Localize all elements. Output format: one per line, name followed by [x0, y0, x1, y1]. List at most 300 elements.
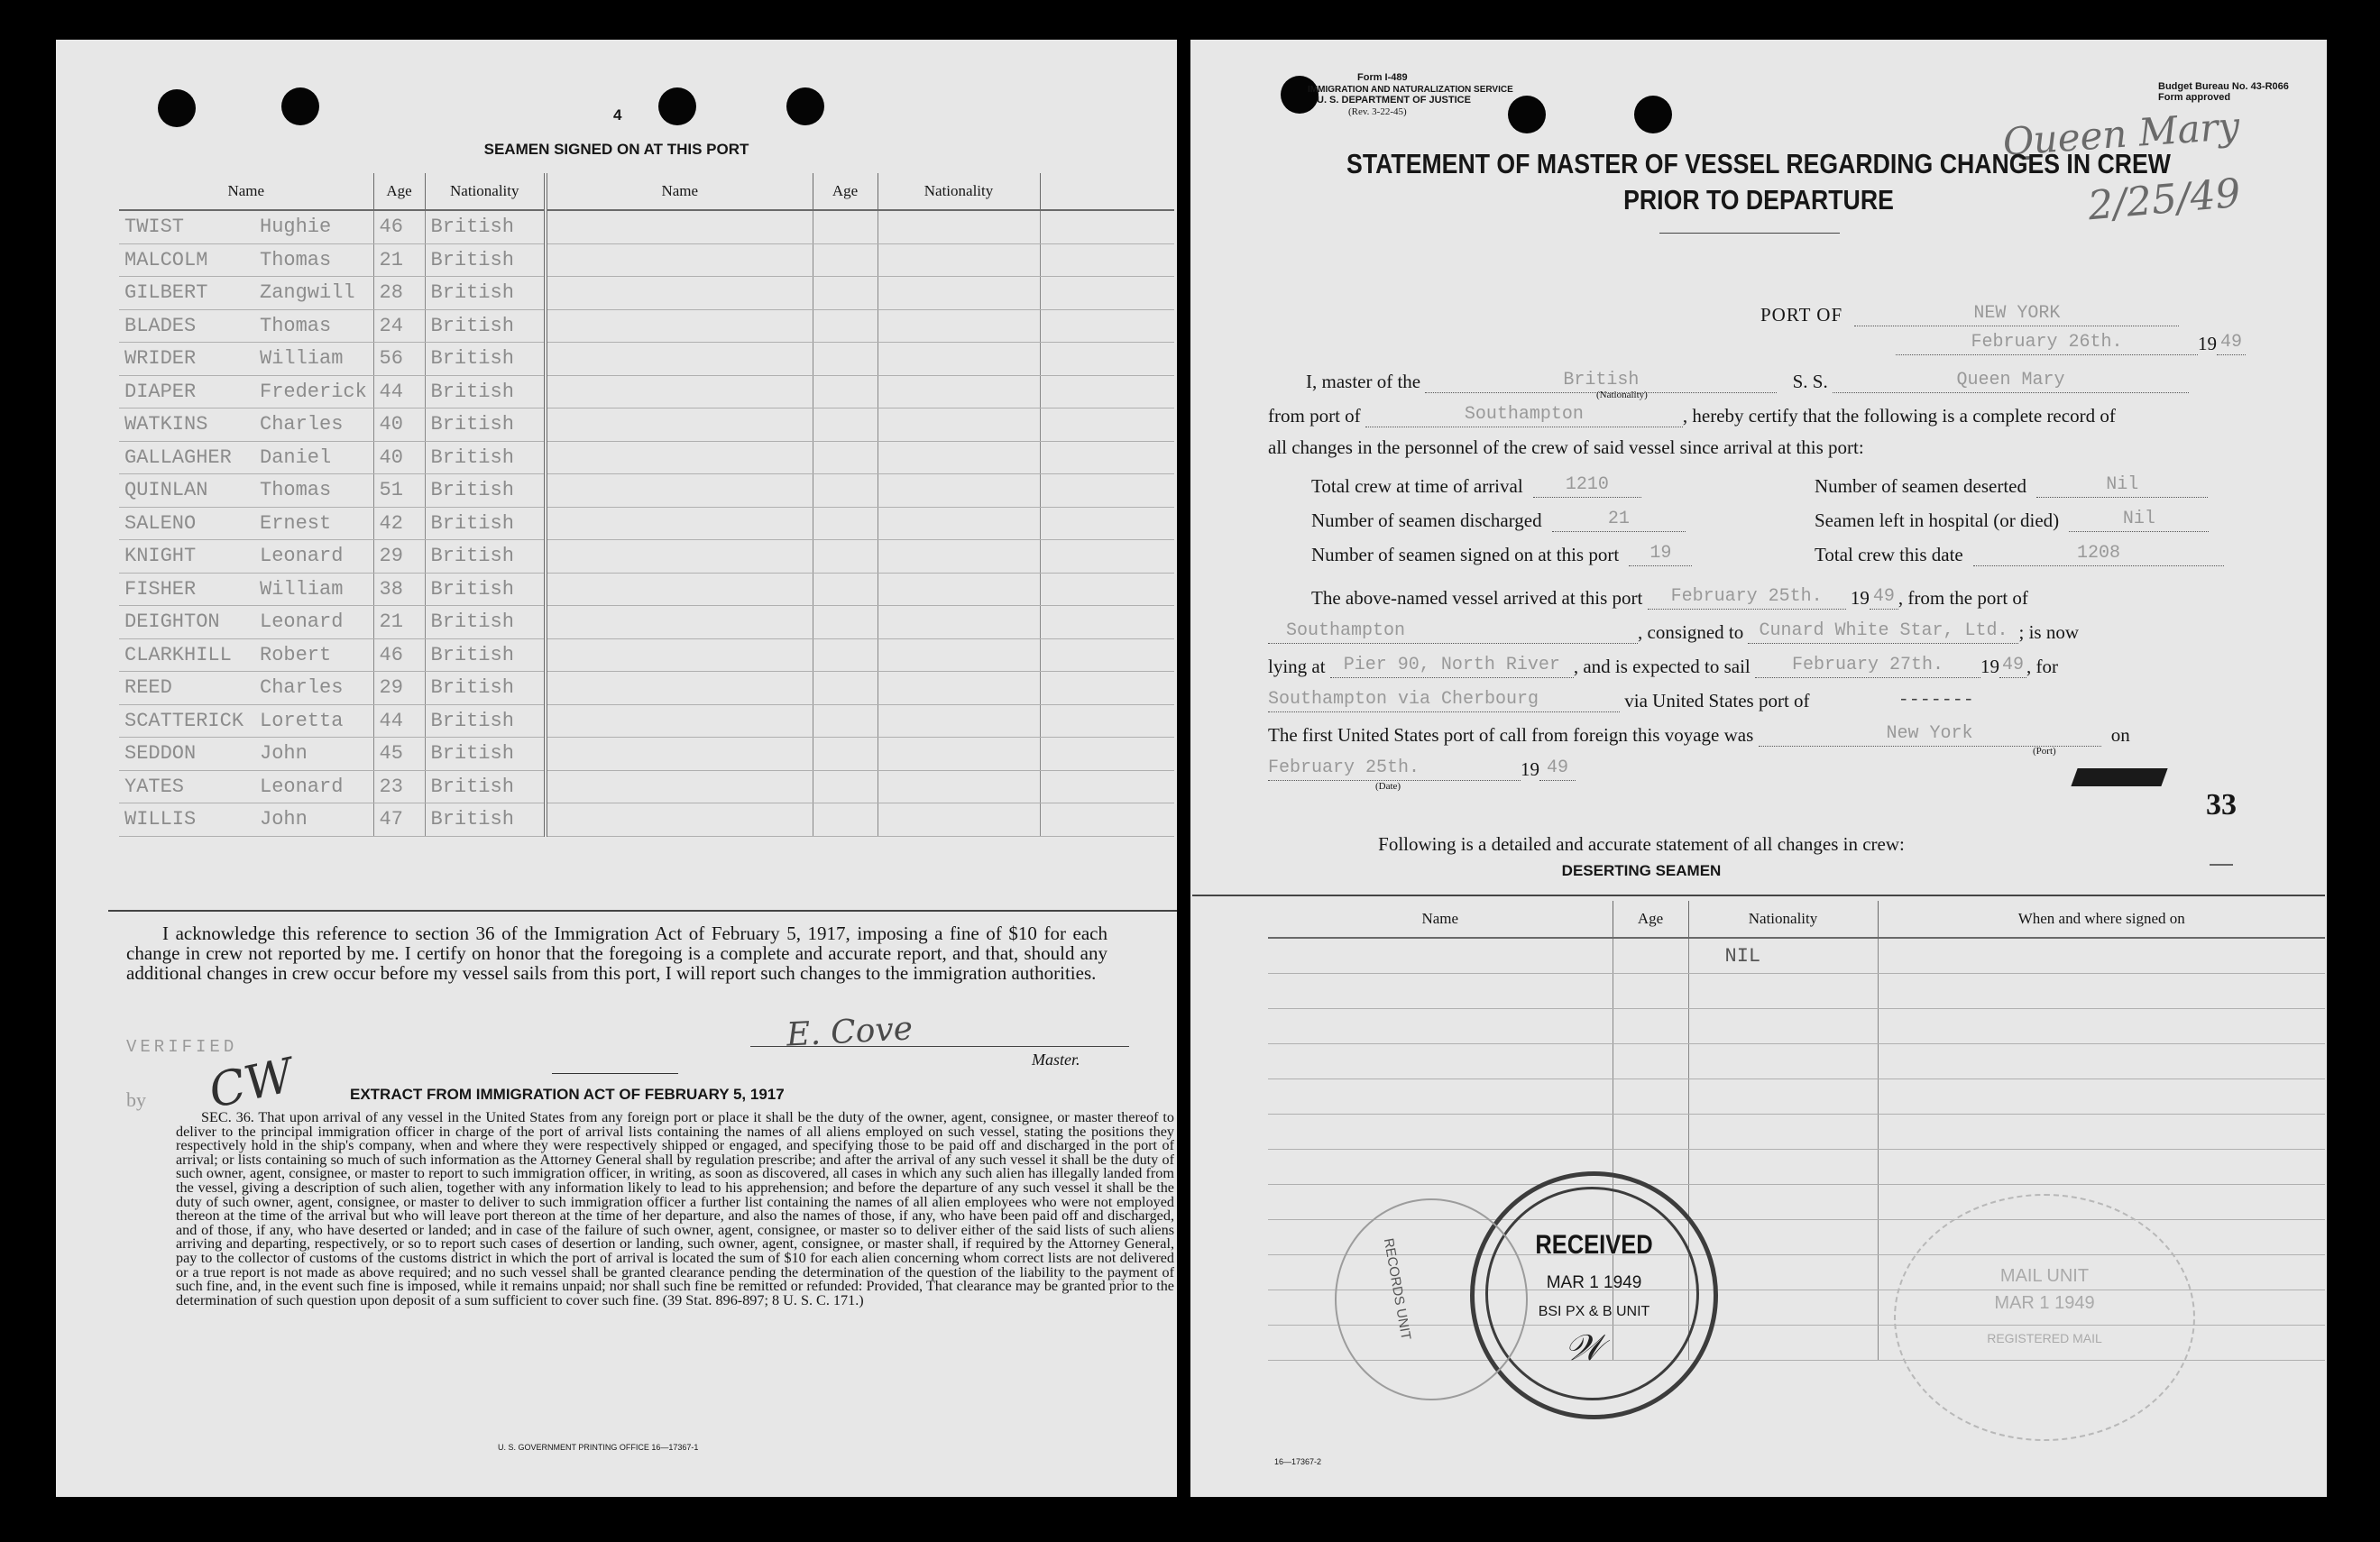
total-crew-this-date-field: 1208 — [1973, 541, 2224, 566]
extract-title: EXTRACT FROM IMMIGRATION ACT OF FEBRUARY 5, 1917 — [350, 1086, 785, 1103]
crew-age-cell: 46 — [373, 638, 425, 672]
crew-nationality-cell — [878, 408, 1040, 442]
total-crew-arrival-field: 1210 — [1533, 473, 1641, 498]
crew-name-cell — [119, 408, 373, 442]
table-row — [119, 210, 1174, 243]
deserter-age-cell — [1613, 1115, 1688, 1150]
stamp-date: MAR 1 1949 — [1546, 1273, 1642, 1292]
crew-age-cell: 21 — [373, 243, 425, 277]
deserter-nationality-cell — [1688, 1326, 1878, 1361]
crew-age-cell — [813, 474, 878, 508]
blank-cell — [1040, 441, 1174, 474]
crew-age-cell: 51 — [373, 474, 425, 508]
year-prefix: 19 — [1521, 758, 1539, 780]
crew-name-cell — [119, 309, 373, 343]
deserter-nationality-cell: NIL — [1688, 938, 1878, 974]
revision-date: (Rev. 3-22-45) — [1348, 106, 1407, 117]
mail-unit-line: MAIL UNIT — [1999, 1266, 2090, 1286]
column-header: Nationality — [425, 173, 546, 210]
crew-name-cell — [546, 738, 813, 771]
crew-nationality-cell — [878, 441, 1040, 474]
deserter-nationality-cell — [1688, 1009, 1878, 1044]
statement-year-field: 49 — [2217, 330, 2246, 355]
blank-cell — [1040, 243, 1174, 277]
crew-age-cell — [813, 803, 878, 837]
batch-number: 33 — [2206, 788, 2237, 821]
consigned-label: , consigned to — [1638, 621, 1744, 643]
sail-date-field: February 27th. — [1755, 653, 1980, 678]
seamen-signed-on-table — [119, 173, 1174, 837]
sail-year-field: 49 — [1999, 653, 2026, 678]
crew-given-name: John — [260, 808, 308, 831]
deserter-name-cell — [1268, 1115, 1613, 1150]
crew-given-name: Leonard — [260, 775, 344, 798]
table-row — [1268, 1079, 2325, 1115]
column-header: Name — [546, 173, 813, 210]
port-caption: (Port) — [2033, 746, 2056, 757]
crew-nationality-cell — [878, 704, 1040, 738]
crew-age-cell: 45 — [373, 738, 425, 771]
column-header: When and where signed on — [1878, 901, 2325, 938]
crew-age-cell — [813, 210, 878, 243]
table-row — [119, 474, 1174, 508]
port-label: PORT OF — [1760, 304, 1843, 326]
page-number: 4 — [613, 106, 622, 124]
stat-label: Seamen left in hospital (or died) — [1815, 509, 2060, 531]
table-row — [119, 309, 1174, 343]
crew-name-cell — [119, 441, 373, 474]
crew-given-name: William — [260, 347, 344, 371]
blank-cell — [1040, 507, 1174, 540]
crew-name-cell — [546, 770, 813, 803]
crew-age-cell — [813, 408, 878, 442]
blank-cell — [1040, 210, 1174, 243]
punch-hole — [1634, 96, 1672, 133]
inspector-initials: CW — [204, 1048, 299, 1120]
agency-line: IMMIGRATION AND NATURALIZATION SERVICE — [1308, 85, 1513, 95]
crew-name-cell — [546, 243, 813, 277]
stat-label: Number of seamen discharged — [1311, 509, 1542, 531]
table-row — [119, 408, 1174, 442]
crew-name-cell — [546, 540, 813, 574]
crew-surname: FISHER — [124, 577, 197, 601]
crew-age-cell: 24 — [373, 309, 425, 343]
crew-nationality-cell — [878, 638, 1040, 672]
deserter-nationality-cell — [1688, 1220, 1878, 1255]
crew-nationality-cell: British — [425, 408, 546, 442]
table-row — [119, 770, 1174, 803]
crew-name-cell — [546, 638, 813, 672]
crew-surname: WILLIS — [124, 808, 197, 831]
right-page — [1190, 40, 2327, 1497]
crew-name-cell — [546, 277, 813, 310]
title-rule — [1659, 233, 1840, 234]
column-header: Nationality — [878, 173, 1040, 210]
left-page — [56, 40, 1177, 1497]
from-port-label: from port of — [1268, 405, 1361, 427]
destination-field: Southampton via Cherbourg — [1268, 687, 1620, 712]
crew-name-cell — [119, 738, 373, 771]
crew-nationality-cell — [878, 474, 1040, 508]
crew-surname: DEIGHTON — [124, 610, 220, 634]
crew-age-cell — [813, 672, 878, 705]
crew-name-cell — [546, 309, 813, 343]
crew-nationality-cell — [878, 243, 1040, 277]
punch-hole — [281, 87, 319, 125]
crew-nationality-cell: British — [425, 441, 546, 474]
blank-cell — [1040, 704, 1174, 738]
crew-age-cell: 29 — [373, 672, 425, 705]
on-label: on — [2110, 724, 2130, 746]
crew-surname: GALLAGHER — [124, 445, 232, 469]
form-subtitle: PRIOR TO DEPARTURE — [1623, 184, 1894, 216]
crew-surname: BLADES — [124, 314, 197, 337]
table-row — [1268, 974, 2325, 1009]
deserter-signed-on-cell — [1878, 1044, 2325, 1079]
table-row — [119, 343, 1174, 376]
handwritten-ship-name: Queen Mary — [2000, 103, 2241, 165]
year-prefix: 19 — [2198, 333, 2217, 354]
crew-name-cell — [119, 704, 373, 738]
crew-surname: DIAPER — [124, 380, 197, 403]
port-field: NEW YORK — [1854, 301, 2179, 326]
crew-nationality-cell — [878, 507, 1040, 540]
section-title: SEAMEN SIGNED ON AT THIS PORT — [483, 141, 749, 158]
crew-given-name: William — [260, 577, 344, 601]
deserting-seamen-title: DESERTING SEAMEN — [1561, 862, 1722, 879]
stamp-received-word: RECEIVED — [1535, 1230, 1653, 1260]
lying-at-field: Pier 90, North River — [1330, 653, 1574, 678]
crew-surname: TWIST — [124, 216, 185, 239]
table-row — [1268, 1044, 2325, 1079]
table-row — [119, 375, 1174, 408]
crew-nationality-cell: British — [425, 277, 546, 310]
crew-name-cell — [546, 573, 813, 606]
crew-name-cell — [119, 343, 373, 376]
table-row — [1268, 1115, 2325, 1150]
deserter-age-cell — [1613, 1009, 1688, 1044]
crew-nationality-cell: British — [425, 474, 546, 508]
master-of-label: I, master of the — [1306, 371, 1421, 392]
crew-name-cell — [546, 375, 813, 408]
crew-nationality-cell — [878, 343, 1040, 376]
crew-name-cell — [546, 210, 813, 243]
table-header-row — [1268, 901, 2325, 938]
table-header-row — [119, 173, 1174, 210]
crew-nationality-cell — [878, 738, 1040, 771]
extract-text: SEC. 36. That upon arrival of any vessel in the United States from any foreign port or place it shall be the duty of the owner, agent, consignee, or master thereof to deliver to the principal immigration officer in charge of the port of arrival lists containing the names of all aliens employed on such vessel, stating the positions they respectively hold in the ship's company, when and where they were respectively shipped or engaged, and specifying those to be paid off and discharged in the port of arrival; or lists containing so much of such information as the Attorney General shall by regulation prescribe; and after the arrival of any such vessel it shall be the duty of such owner, agent, consignee, or master to report to such immigration officer, in writing, as soon as discovered, all cases in which any such alien has illegally landed from the vessel, giving a description of such alien, together with any information likely to lead to his apprehension; and before the departure of any such vessel it shall be the duty of such owner, agent, consignee, or master to deliver to such immigration officer a further list containing the names of all alien employees who were not employed thereon at the time of the arrival but who will leave port thereon at the time of her departure, and also the names of those, if any, who have been paid off and discharged, and of those, if any, who have deserted or landed; and in case of the failure of such owner, agent, consignee, or master so to deliver either of the said lists of such aliens arriving and departing, respectively, or so to report such cases of desertion or landing, such owner, agent, consignee, or master shall, if required by the Attorney General, pay to the collector of customs of the customs district in which the port of arrival is located the sum of $10 for each alien concerning whom correct lists are not delivered or a true report is not made as above required; and no such vessel shall be granted clearance pending the determination of the question of the liability to the payment of such fine, and, in the event such fine is imposed, while it remains unpaid; nor shall such fine be remitted or refunded: Provided, That clearance may be granted prior to the determination of such question upon deposit of a sum sufficient to cover such fine. (39 Stat. 896-897; 8 U. S. C. 171.) — [176, 1109, 1174, 1308]
crew-given-name: Daniel — [260, 445, 332, 469]
table-row — [119, 606, 1174, 639]
punch-hole — [658, 87, 696, 125]
crew-name-cell — [119, 573, 373, 606]
blank-cell — [1040, 277, 1174, 310]
table-row — [119, 573, 1174, 606]
arrived-label: The above-named vessel arrived at this port — [1311, 587, 1643, 609]
arrival-date-field: February 25th. — [1648, 584, 1846, 610]
crew-age-cell — [813, 375, 878, 408]
table-row — [119, 672, 1174, 705]
crew-age-cell — [813, 770, 878, 803]
date-caption: (Date) — [1375, 781, 1401, 792]
punch-hole — [1281, 76, 1319, 114]
table-row — [119, 277, 1174, 310]
blank-cell — [1040, 408, 1174, 442]
consignee-field: Cunard White Star, Ltd. — [1748, 619, 2018, 644]
crew-surname: CLARKHILL — [124, 643, 232, 666]
is-now-label: ; is now — [2018, 621, 2079, 643]
master-signature: E. Cove — [786, 1010, 914, 1054]
crew-age-cell: 47 — [373, 803, 425, 837]
table-row — [119, 638, 1174, 672]
stat-label: Total crew this date — [1815, 544, 1963, 565]
stat-label: Total crew at time of arrival — [1311, 475, 1523, 497]
column-header-blank — [1040, 173, 1174, 210]
deserter-name-cell — [1268, 1044, 1613, 1079]
crew-nationality-cell: British — [425, 803, 546, 837]
column-header: Age — [813, 173, 878, 210]
mail-unit-registered: REGISTERED MAIL — [1987, 1331, 2102, 1345]
crew-nationality-cell: British — [425, 309, 546, 343]
crew-age-cell: 56 — [373, 343, 425, 376]
crew-name-cell — [119, 606, 373, 639]
crew-name-cell — [546, 672, 813, 705]
crew-nationality-cell — [878, 770, 1040, 803]
deserter-name-cell — [1268, 1009, 1613, 1044]
crew-name-cell — [119, 803, 373, 837]
table-row — [119, 738, 1174, 771]
crew-age-cell — [813, 540, 878, 574]
blank-cell — [1040, 375, 1174, 408]
by-label: by — [126, 1088, 146, 1111]
expected-to-sail-label: , and is expected to sail — [1573, 656, 1751, 677]
redaction-mark — [2071, 768, 2167, 786]
deserter-age-cell — [1613, 938, 1688, 974]
crew-given-name: Ernest — [260, 511, 332, 535]
punch-hole — [158, 89, 196, 127]
crew-age-cell: 44 — [373, 375, 425, 408]
table-row — [119, 507, 1174, 540]
crew-surname: SCATTERICK — [124, 709, 244, 732]
crew-name-cell — [119, 540, 373, 574]
crew-name-cell — [119, 277, 373, 310]
first-port-year-field: 49 — [1539, 756, 1576, 781]
crew-surname: YATES — [124, 775, 185, 798]
deserter-nationality-cell — [1688, 1115, 1878, 1150]
deserter-nationality-cell — [1688, 1150, 1878, 1185]
crew-age-cell — [813, 606, 878, 639]
crew-age-cell: 40 — [373, 408, 425, 442]
deserter-signed-on-cell — [1878, 938, 2325, 974]
first-port-label: The first United States port of call from foreign this voyage was — [1268, 724, 1754, 746]
mail-unit-date: MAR 1 1949 — [1994, 1293, 2095, 1313]
table-row — [119, 243, 1174, 277]
master-label: Master. — [1032, 1051, 1080, 1069]
column-header: Age — [373, 173, 425, 210]
crew-age-cell — [813, 309, 878, 343]
crew-age-cell — [813, 277, 878, 310]
punch-hole — [786, 87, 824, 125]
from-the-port-label: , from the port of — [1898, 587, 2028, 609]
crew-name-cell — [546, 803, 813, 837]
deserter-signed-on-cell — [1878, 1079, 2325, 1115]
crew-name-cell — [119, 672, 373, 705]
deserter-nationality-cell — [1688, 1044, 1878, 1079]
crew-surname: KNIGHT — [124, 545, 197, 568]
blank-cell — [1040, 672, 1174, 705]
deserter-signed-on-cell — [1878, 1009, 2325, 1044]
crew-age-cell — [813, 704, 878, 738]
crew-nationality-cell — [878, 210, 1040, 243]
blank-cell — [1040, 638, 1174, 672]
via-label: via United States port of — [1624, 690, 1810, 711]
stamp-initials: 𝒲 — [1565, 1327, 1603, 1369]
crew-surname: QUINLAN — [124, 479, 208, 502]
stat-label: Number of seamen deserted — [1815, 475, 2026, 497]
crew-nationality-cell: British — [425, 507, 546, 540]
crew-given-name: John — [260, 742, 308, 766]
seamen-hospital-field: Nil — [2069, 507, 2209, 532]
column-header: Name — [119, 173, 373, 210]
crew-name-cell — [546, 408, 813, 442]
budget-bureau-number: Budget Bureau No. 43-R066 — [2158, 81, 2289, 92]
deserter-age-cell — [1613, 974, 1688, 1009]
crew-nationality-cell — [878, 309, 1040, 343]
crew-surname: WATKINS — [124, 413, 208, 436]
crew-name-cell — [119, 507, 373, 540]
crew-given-name: Thomas — [260, 479, 332, 502]
blank-cell — [1040, 803, 1174, 837]
crew-given-name: Frederick — [260, 380, 367, 403]
crew-name-cell — [119, 474, 373, 508]
crew-surname: GILBERT — [124, 281, 208, 305]
crew-given-name: Hughie — [260, 216, 332, 239]
crew-age-cell — [813, 243, 878, 277]
from-port-field: Southampton — [1365, 402, 1683, 427]
deserter-signed-on-cell — [1878, 1150, 2325, 1185]
deserter-signed-on-cell — [1878, 974, 2325, 1009]
department-line: U. S. DEPARTMENT OF JUSTICE — [1317, 95, 1471, 106]
first-port-field: New York — [1759, 721, 2101, 747]
handwritten-date: 2/25/49 — [2086, 170, 2243, 230]
divider — [1192, 895, 2325, 896]
footer-code: 16—17367-2 — [1274, 1457, 1322, 1466]
crew-nationality-cell — [878, 375, 1040, 408]
signature-line — [750, 1046, 1129, 1047]
extract-rule — [552, 1073, 678, 1074]
crew-age-cell — [813, 507, 878, 540]
column-header: Name — [1268, 901, 1613, 938]
blank-cell — [1040, 540, 1174, 574]
crew-nationality-cell: British — [425, 573, 546, 606]
crew-age-cell — [813, 441, 878, 474]
margin-mark — [2210, 864, 2233, 866]
blank-cell — [1040, 573, 1174, 606]
via-port-field: ------- — [1898, 690, 1974, 711]
crew-name-cell — [119, 210, 373, 243]
crew-nationality-cell: British — [425, 606, 546, 639]
crew-nationality-cell: British — [425, 210, 546, 243]
blank-cell — [1040, 474, 1174, 508]
crew-age-cell: 42 — [373, 507, 425, 540]
seamen-deserted-field: Nil — [2036, 473, 2208, 498]
crew-age-cell: 44 — [373, 704, 425, 738]
crew-surname: WRIDER — [124, 347, 197, 371]
crew-given-name: Leonard — [260, 610, 344, 634]
table-row — [1268, 1009, 2325, 1044]
certify-text: , hereby certify that the following is a complete record of — [1682, 405, 2116, 427]
crew-name-cell — [546, 343, 813, 376]
crew-nationality-cell: British — [425, 638, 546, 672]
form-title: STATEMENT OF MASTER OF VESSEL REGARDING CHANGES IN CREW — [1346, 148, 2171, 179]
crew-nationality-cell: British — [425, 770, 546, 803]
crew-name-cell — [119, 375, 373, 408]
crew-name-cell — [119, 770, 373, 803]
statement-date-field: February 26th. — [1896, 330, 2198, 355]
table-row — [119, 441, 1174, 474]
deserter-age-cell — [1613, 1044, 1688, 1079]
crew-nationality-cell — [878, 573, 1040, 606]
blank-cell — [1040, 343, 1174, 376]
blank-cell — [1040, 309, 1174, 343]
ss-label: S. S. — [1792, 371, 1828, 392]
records-stamp-text: RECORDS UNIT — [1380, 1236, 1414, 1342]
crew-nationality-cell: British — [425, 704, 546, 738]
crew-name-cell — [546, 704, 813, 738]
crew-name-cell — [546, 441, 813, 474]
vessel-nationality-field: British — [1425, 368, 1777, 393]
crew-name-cell — [119, 638, 373, 672]
mail-unit-stamp — [1894, 1194, 2195, 1441]
origin-port-field: Southampton — [1268, 619, 1638, 644]
crew-age-cell: 46 — [373, 210, 425, 243]
crew-nationality-cell — [878, 277, 1040, 310]
table-row — [1268, 1150, 2325, 1185]
printer-line: U. S. GOVERNMENT PRINTING OFFICE 16—17367-1 — [498, 1443, 699, 1452]
crew-age-cell: 28 — [373, 277, 425, 310]
crew-name-cell — [119, 243, 373, 277]
crew-given-name: Leonard — [260, 545, 344, 568]
crew-nationality-cell — [878, 672, 1040, 705]
crew-age-cell: 29 — [373, 540, 425, 574]
crew-given-name: Charles — [260, 676, 344, 700]
crew-given-name: Charles — [260, 413, 344, 436]
blank-cell — [1040, 606, 1174, 639]
crew-nationality-cell — [878, 540, 1040, 574]
punch-hole — [1508, 96, 1546, 133]
crew-age-cell: 38 — [373, 573, 425, 606]
crew-age-cell — [813, 573, 878, 606]
crew-given-name: Zangwill — [260, 281, 355, 305]
crew-nationality-cell — [878, 606, 1040, 639]
crew-nationality-cell — [878, 803, 1040, 837]
following-text: Following is a detailed and accurate statement of all changes in crew: — [1378, 833, 1905, 855]
deserter-name-cell — [1268, 1079, 1613, 1115]
first-port-date-field: February 25th. — [1268, 756, 1521, 781]
seamen-discharged-field: 21 — [1552, 507, 1686, 532]
crew-given-name: Thomas — [260, 248, 332, 271]
table-row — [119, 803, 1174, 837]
crew-surname: MALCOLM — [124, 248, 208, 271]
table-row — [1268, 938, 2325, 974]
column-header: Age — [1613, 901, 1688, 938]
crew-age-cell: 21 — [373, 606, 425, 639]
records-stamp — [1335, 1198, 1528, 1400]
divider — [108, 910, 1177, 912]
seamen-signed-on-field: 19 — [1629, 541, 1692, 566]
lying-at-label: lying at — [1268, 656, 1326, 677]
table-row — [119, 704, 1174, 738]
